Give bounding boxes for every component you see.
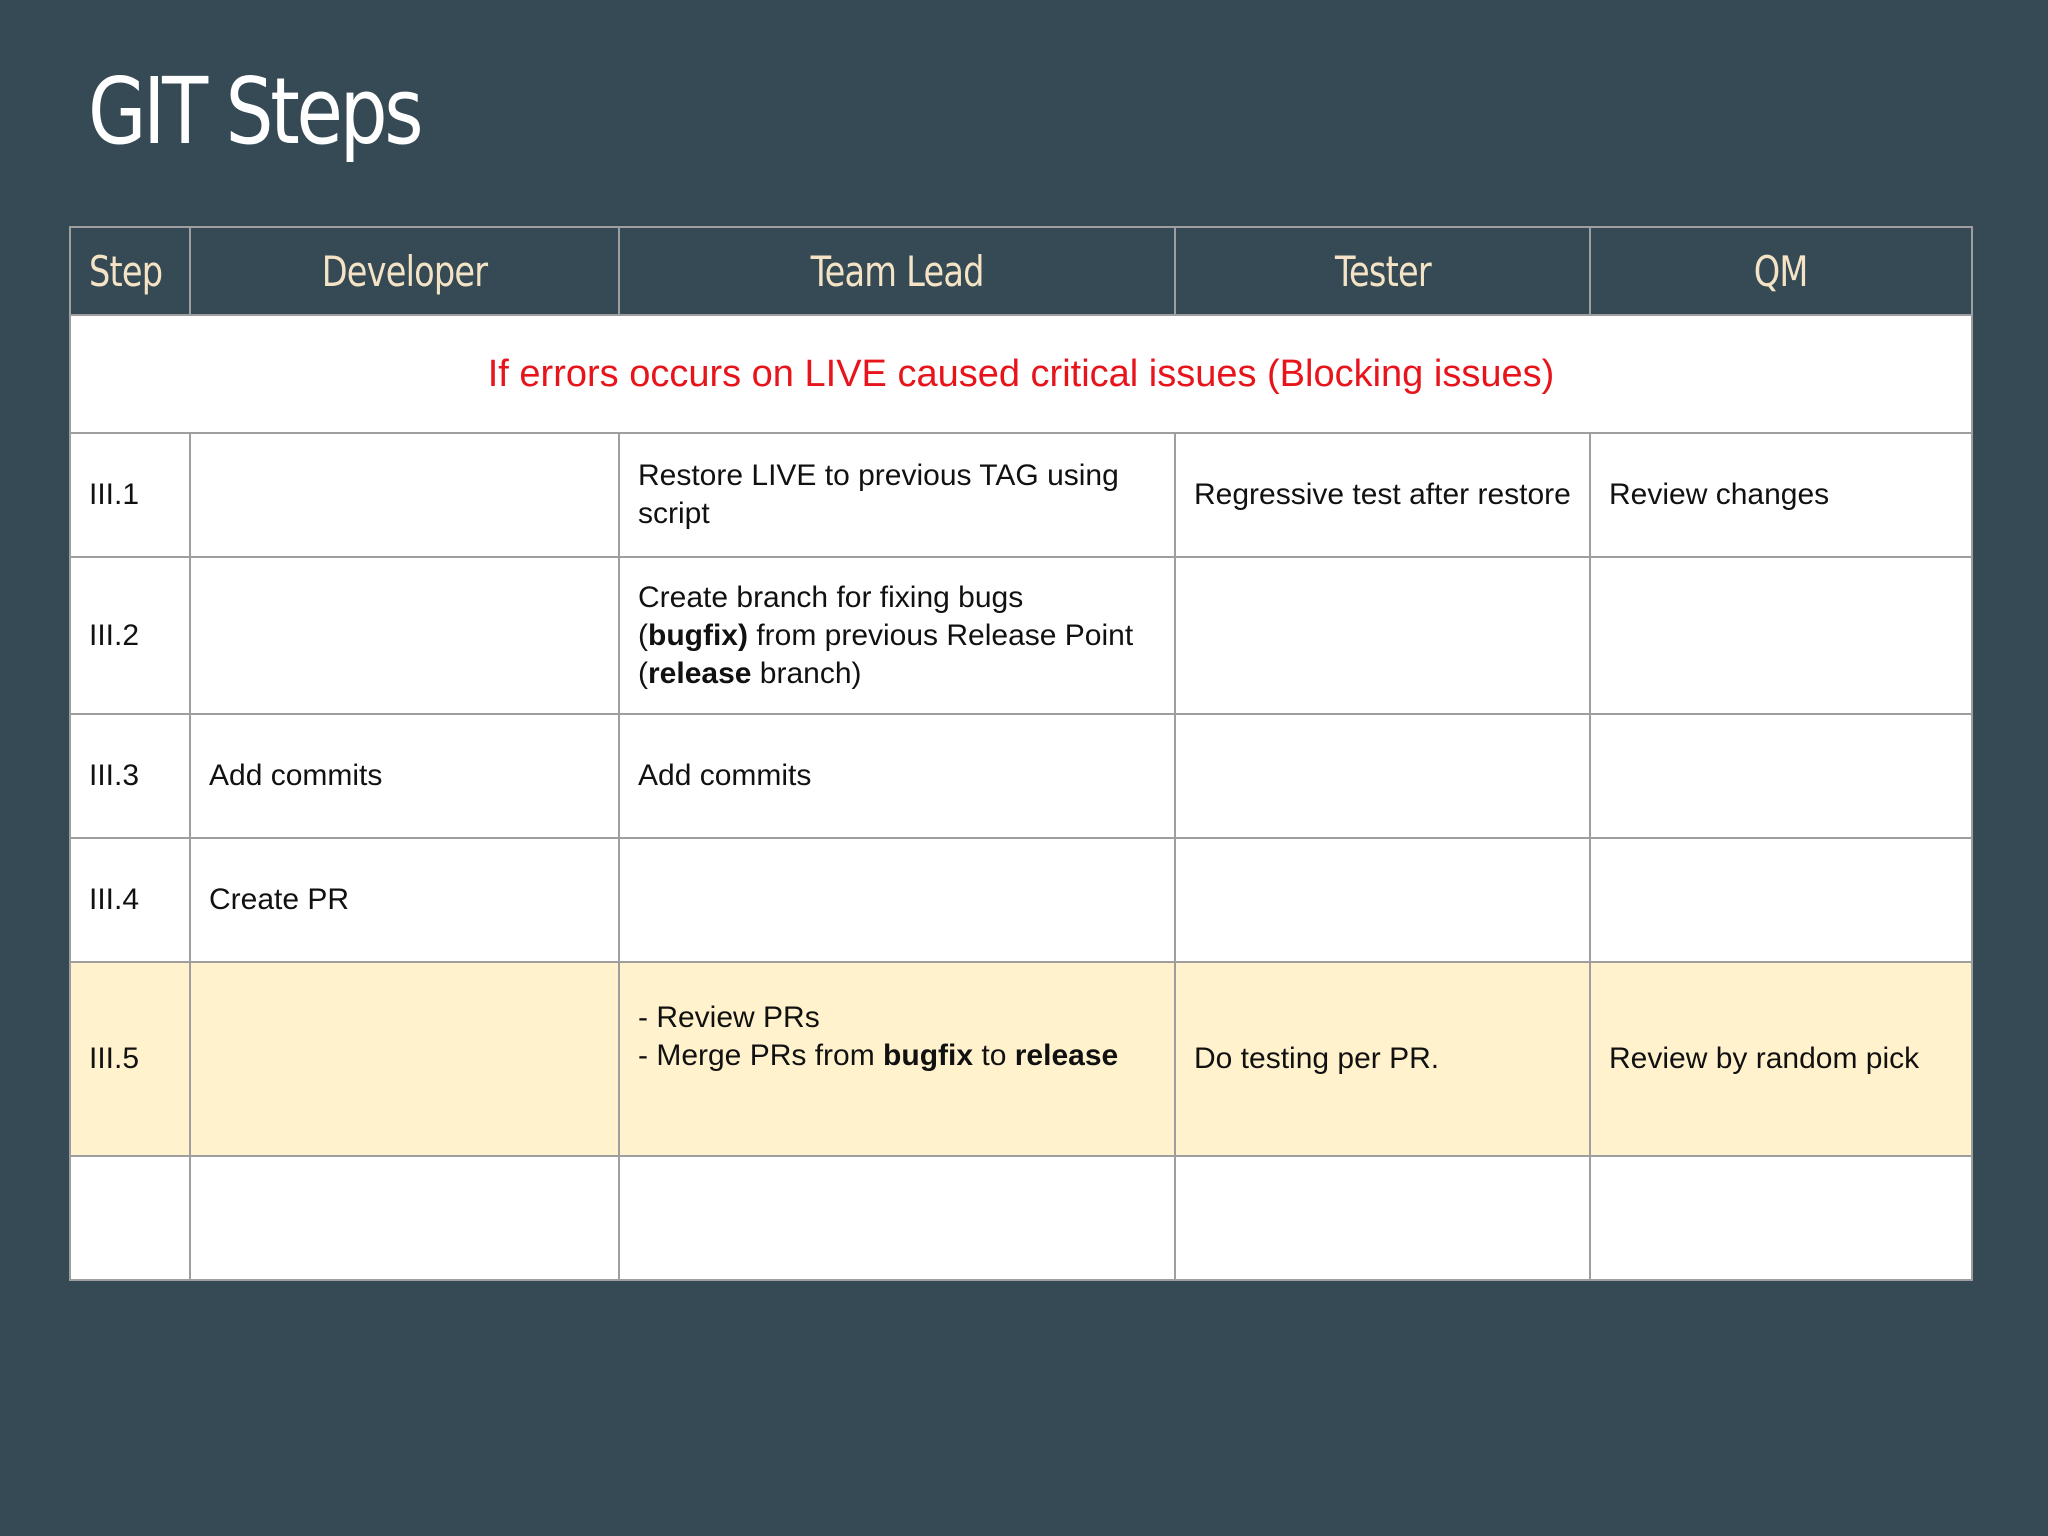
table-row [70,557,1972,714]
table-row [70,714,1972,838]
table-row [70,838,1972,962]
tester-cell [1175,838,1590,962]
step-cell: III.3 [70,714,190,838]
step-cell: III.2 [70,557,190,714]
qm-cell [1590,1156,1972,1280]
table-row [70,433,1972,557]
developer-cell [190,433,619,557]
team-lead-cell: Restore LIVE to previous TAG using script [619,433,1175,557]
developer-cell: Add commits [190,714,619,838]
table-row [70,1156,1972,1280]
header-developer: Developer [190,227,619,315]
step-cell: III.1 [70,433,190,557]
table-row-highlighted [70,962,1972,1156]
banner-row [70,315,1972,433]
developer-cell [190,1156,619,1280]
header-step: Step [70,227,190,315]
critical-issues-banner: If errors occurs on LIVE caused critical issues (Blocking issues) [70,315,1972,433]
tester-cell: Regressive test after restore [1175,433,1590,557]
team-lead-cell: Create branch for fixing bugs (bugfix) from previous Release Point (release branch) [619,557,1175,714]
table-header-row [70,227,1972,315]
step-cell: III.5 [70,962,190,1156]
qm-cell [1590,714,1972,838]
qm-cell: Review changes [1590,433,1972,557]
team-lead-cell: - Review PRs - Merge PRs from bugfix to release [619,962,1175,1156]
qm-cell [1590,557,1972,714]
team-lead-cell: Add commits [619,714,1175,838]
header-tester: Tester [1175,227,1590,315]
tester-cell [1175,714,1590,838]
tester-cell [1175,557,1590,714]
header-qm: QM [1590,227,1972,315]
tester-cell: Do testing per PR. [1175,962,1590,1156]
step-cell [70,1156,190,1280]
header-team-lead: Team Lead [619,227,1175,315]
team-lead-cell [619,1156,1175,1280]
developer-cell [190,962,619,1156]
developer-cell: Create PR [190,838,619,962]
slide-title: GIT Steps [88,58,421,165]
team-lead-cell [619,838,1175,962]
qm-cell: Review by random pick [1590,962,1972,1156]
git-steps-table [69,226,1973,1281]
qm-cell [1590,838,1972,962]
developer-cell [190,557,619,714]
tester-cell [1175,1156,1590,1280]
step-cell: III.4 [70,838,190,962]
